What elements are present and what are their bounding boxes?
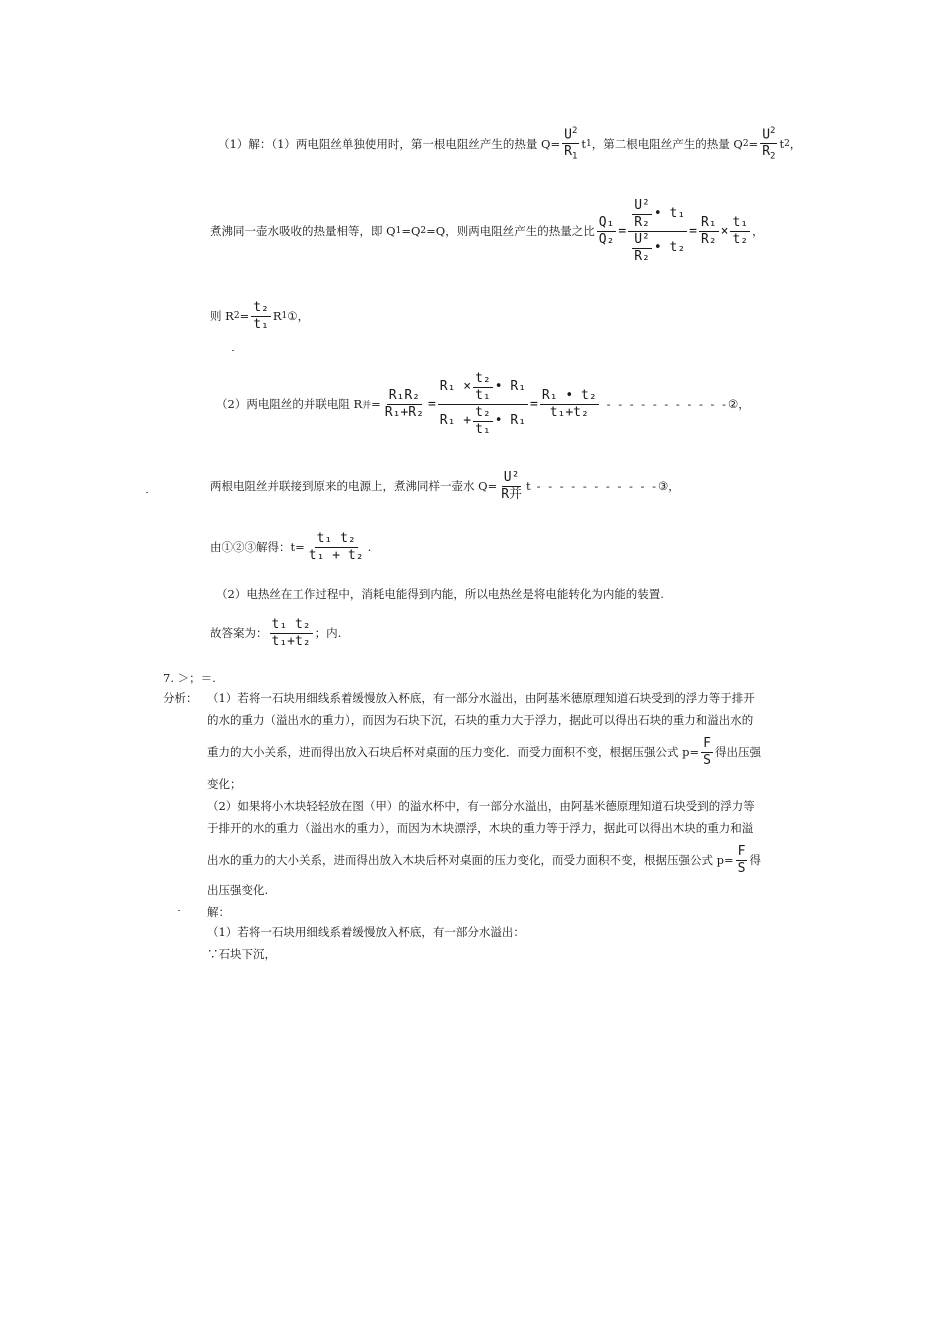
analysis-line-8: 出压强变化. [207,883,269,897]
text: 故答案为： [210,626,268,640]
line-parallel-heat: 两根电阻丝并联接到原来的电源上，煮沸同样一壶水 Q= $\frac{\text{U²}}{\text{R并}}$ t - - - - - - - - - - - ③， [210,469,680,502]
fraction-t2-t1: $\frac{\text{t₂}}{\text{t₁}}$ [253,299,269,332]
analysis-line-7: 出水的重力的大小关系，进而得出放入木块后杯对桌面的压力变化，而受力面积不变，根据压强公式 p= $\frac{F}{S}$ 得 [207,843,761,876]
solution-line-1: （1）若将一石块用细线系着缓慢放入杯底，有一部分水溢出： [207,925,525,939]
text: 煮沸同一壶水吸收的热量相等，即 Q [210,224,396,238]
dash-leader: - - - - - - - - - - - [536,479,658,493]
text: （1）解：（1）两电阻丝单独使用时，第一根电阻丝产生的热量 Q= [218,137,561,151]
solution-line-2: ∵石块下沉， [207,947,276,961]
text: （2）两电阻丝的并联电阻 R [216,397,363,411]
fraction-answer: $\frac{\text{t₁ t₂}}{\text{t₁+t₂}}$ [271,616,311,649]
fraction-t1t2-sum: $\frac{\text{t₁ t₂}}{\text{t₁ + t₂}}$ [308,530,364,563]
analysis-line-3: 重力的大小关系，进而得出放入石块后杯对桌面的压力变化．而受力面积不变，根据压强公式 p= $\frac{F}{S}$ 得出压强 [207,735,761,768]
text: ，第二根电阻丝产生的热量 Q [591,137,743,151]
fraction-r1t2-sum: $\frac{\text{R₁ • t₂}}{\text{t₁+t₂}}$ [541,387,597,420]
scan-speck [232,350,234,351]
analysis-label: 分析： [163,691,198,705]
fraction-u2-r2: $\frac{U^2}{R_2}$ [760,123,777,165]
text: 由①②③解得：t= [210,540,305,554]
line-energy-conversion [216,584,664,604]
line-heat-single: （1）解：（1）两电阻丝单独使用时，第一根电阻丝产生的热量 Q= $\frac{U^2}{R_1}$ t 1 ，第二根电阻丝产生的热量 Q 2 = $\frac{U^2}{R_2}$ t 2 ， [218,124,801,164]
scan-speck [178,910,180,911]
fraction-t1-t2: $\frac{\text{t₁}}{\text{t₂}}$ [732,214,749,247]
fraction-q1-q2: $\frac{\text{Q₁}}{\text{Q₂}}$ [598,214,615,247]
fraction-u2-rparallel: $\frac{\text{U²}}{\text{R并}}$ [501,469,523,502]
scan-speck [146,492,148,493]
fraction-u2-r1: $\frac{U^2}{R_1}$ [562,123,579,165]
analysis-line-5: （2）如果将小木块轻轻放在图（甲）的溢水杯中，有一部分水溢出，由阿基米德原理知道石块受到的浮力等 [207,799,755,813]
fraction-f-s: $\frac{F}{S}$ [703,735,711,768]
fraction-f-s: $\frac{F}{S}$ [737,843,746,876]
fraction-r1r2-sum: $\frac{\text{R₁R₂}}{\text{R₁+R₂}}$ [384,387,424,420]
line-heat-ratio: 煮沸同一壶水吸收的热量相等，即 Q 1 =Q 2 =Q，则两电阻丝产生的热量之比 $\frac{\text{Q₁}}{\text{Q₂}}$ = $\frac{\text{U²}}{\text{R₂}}$ • t₁ $\frac{\text{U²}}{\text{R₂}}$ • t₂ = $\frac{\text{R₁}}{\text{R₂}}$ × $\frac{\text{t₁}}{\text{t₂}}$ ， [210,197,764,264]
line-parallel-resistance: （2）两电阻丝的并联电阻 R 并 = $\frac{\text{R₁R₂}}{\text{R₁+R₂}}$ = R₁ × $\frac{\text{t₂}}{\text{t₁}}$ • R₁ R₁ + $\frac{\text{t₂}}{\text{t₁}}$ • R₁ = $\frac{\text{R₁ • t₂}}{\text{t₁+t₂}}$ - - - - - - - - - - - ②， [216,370,750,437]
fraction-compound-ratio: $\frac{\text{U²}}{\text{R₂}}$ • t₁ $\frac{\text{U²}}{\text{R₂}}$ • t₂ [628,198,687,265]
text: （2）电热丝在工作过程中，消耗电能得到内能，所以电热丝是将电能转化为内能的装置. [216,587,664,601]
analysis-line-6: 于排开的水的重力（溢出水的重力），而因为木块漂浮，木块的重力等于浮力，据此可以得出木块的重力和溢 [207,821,754,835]
fraction-r1-r2: $\frac{\text{R₁}}{\text{R₂}}$ [700,214,717,247]
line-solution-t: 由①②③解得：t= $\frac{\text{t₁ t₂}}{\text{t₁ + t₂}}$ . [210,530,372,563]
analysis-line-4: 变化； [207,777,242,791]
text: 两根电阻丝并联接到原来的电源上，煮沸同样一壶水 Q= [210,479,498,493]
text: 则 R [210,309,234,323]
dash-leader: - - - - - - - - - - - [606,397,728,411]
line-r2-relation: 则 R 2 = $\frac{\text{t₂}}{\text{t₁}}$ R 1 ①， [210,299,310,332]
solution-label: 解： [207,905,230,919]
analysis-line-1: （1）若将一石块用细线系着缓慢放入杯底，有一部分水溢出，由阿基米德原理知道石块受到的浮力等于排开 [207,691,755,705]
fraction-compound-resistance: R₁ × $\frac{\text{t₂}}{\text{t₁}}$ • R₁ R₁ + $\frac{\text{t₂}}{\text{t₁}}$ • R₁ [439,370,527,437]
question-7-head: 7. ＞；＝. [163,671,216,685]
text: t [581,137,586,151]
analysis-line-2: 的水的重力（溢出水的重力），而因为石块下沉，石块的重力大于浮力，据此可以得出石块的重力和溢出水的 [207,713,754,727]
line-answer: 故答案为： $\frac{\text{t₁ t₂}}{\text{t₁+t₂}}$ ；内. [210,616,342,649]
